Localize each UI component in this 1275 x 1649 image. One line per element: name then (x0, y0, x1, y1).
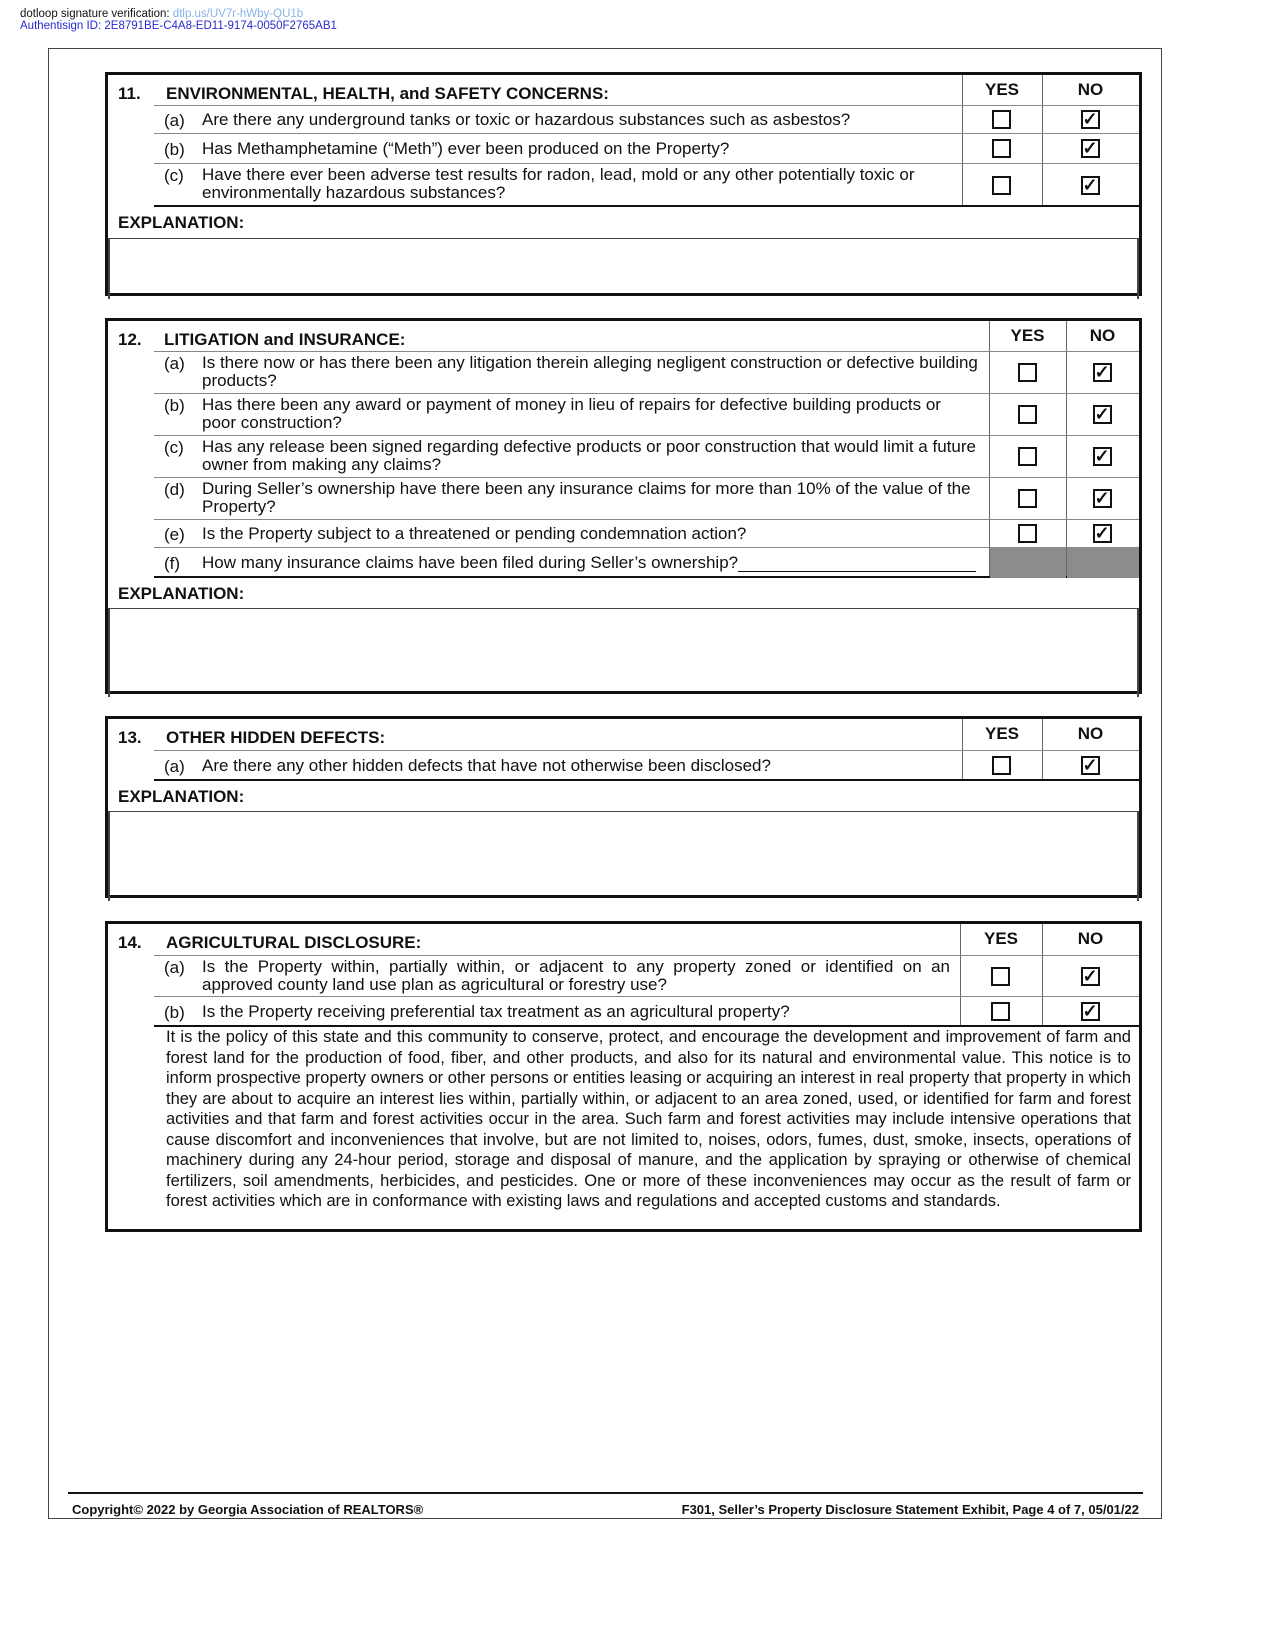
footer-form-info: F301, Seller’s Property Disclosure Statement Exhibit, Page 4 of 7, 05/01/22 (681, 1502, 1139, 1517)
verification-label: dotloop signature verification: (20, 8, 170, 20)
yes-checkbox[interactable] (1018, 489, 1037, 508)
question-text (202, 140, 952, 158)
question-label: (a) (164, 111, 185, 130)
agricultural-notice: It is the policy of this state and this community to conserve, protect, and encourage the development and improvement of farm and forest land for the production of food, fiber, and other products, and also for its natural and environmental value. This notice is to inform prospective property owners or other persons or entities leasing or acquiring an interest in real property that property in which they are about to acquire an interest lies within, partially within, or adjacent to an area zoned, used, or identified for farm and forest activities and that farm and forest activities occur in the area. Such farm and forest activities may include intensive operations that cause discomfort and inconveniences that involve, but are not limited to, noises, odors, fumes, dust, smoke, insects, operations of machinery during any 24-hour period, storage and disposal of manure, and the application by spraying or otherwise of chemical fertilizers, soil amendments, herbicides, and pesticides. One or more of these inconveniences may occur as the result of farm or forest activities which are in conformance with existing laws and regulations and accepted customs and standards. (166, 1028, 1131, 1210)
question-text (202, 1003, 950, 1021)
yes-checkbox[interactable] (992, 756, 1011, 775)
no-header: NO (1089, 326, 1116, 345)
question-text (202, 757, 952, 775)
explanation-field[interactable] (108, 811, 1139, 901)
question-label: (c) (164, 166, 184, 185)
question-text (202, 354, 979, 390)
yes-checkbox[interactable] (992, 139, 1011, 158)
yes-header: YES (984, 724, 1020, 743)
explanation-text (110, 609, 1137, 617)
explanation-text (110, 239, 1137, 247)
question-label: (a) (164, 958, 185, 977)
question-text-content: Is there now or has there been any litigation therein alleging negligent construction or defective building products? (202, 353, 978, 390)
question-label: (c) (164, 438, 184, 457)
section-12 (105, 318, 1142, 694)
disabled-no-cell (1067, 548, 1139, 578)
question-text-content: Is the Property subject to a threatened or pending condemnation action? (202, 524, 747, 543)
no-checkbox[interactable]: ✓ (1094, 362, 1110, 382)
question-label: (a) (164, 757, 185, 776)
question-text (202, 480, 979, 516)
question-text-content: Has any release been signed regarding defective products or poor construction that would limit a future owner from making any claims? (202, 437, 976, 474)
question-text-content: How many insurance claims have been filed during Seller’s ownership? (202, 553, 739, 572)
section-title: AGRICULTURAL DISCLOSURE: (166, 933, 422, 952)
yes-checkbox[interactable] (992, 176, 1011, 195)
explanation-label: EXPLANATION: (118, 584, 245, 603)
section-title: OTHER HIDDEN DEFECTS: (166, 728, 386, 747)
yes-checkbox[interactable] (1018, 447, 1037, 466)
no-header: NO (1077, 929, 1104, 948)
section-title: ENVIRONMENTAL, HEALTH, and SAFETY CONCERNS: (166, 84, 609, 103)
yes-checkbox[interactable] (1018, 405, 1037, 424)
section-number: 11. (118, 84, 141, 103)
question-text (202, 958, 950, 994)
question-label: (e) (164, 525, 185, 544)
yes-checkbox[interactable] (1018, 524, 1037, 543)
question-text (202, 111, 952, 129)
explanation-field[interactable] (108, 238, 1139, 299)
no-checkbox[interactable]: ✓ (1094, 446, 1110, 466)
authentisign-id: Authentisign ID: 2E8791BE-C4A8-ED11-9174-0050F2765AB1 (20, 20, 337, 32)
question-text (202, 554, 979, 572)
question-text-content: Has there been any award or payment of money in lieu of repairs for defective building products or poor construction? (202, 395, 941, 432)
yes-checkbox[interactable] (992, 110, 1011, 129)
no-checkbox[interactable]: ✓ (1082, 109, 1098, 129)
verification-line (20, 8, 303, 20)
no-checkbox[interactable]: ✓ (1094, 523, 1110, 543)
section-11 (105, 72, 1142, 296)
section-13 (105, 716, 1142, 898)
explanation-label: EXPLANATION: (118, 213, 245, 232)
yes-checkbox[interactable] (991, 967, 1010, 986)
question-text-content: During Seller’s ownership have there been any insurance claims for more than 10% of the value of the Property? (202, 479, 971, 516)
section-number: 12. (118, 330, 142, 349)
explanation-text (110, 812, 1137, 820)
section-number: 14. (118, 933, 142, 952)
question-text (202, 525, 979, 543)
yes-checkbox[interactable] (1018, 363, 1037, 382)
section-number: 13. (118, 728, 142, 747)
no-checkbox[interactable]: ✓ (1082, 755, 1098, 775)
question-text-content: Have there ever been adverse test results for radon, lead, mold or any other potentially toxic or environmentally hazardous substances? (202, 165, 915, 202)
yes-checkbox[interactable] (991, 1002, 1010, 1021)
disabled-yes-cell (990, 548, 1066, 578)
question-label: (d) (164, 480, 185, 499)
question-label: (b) (164, 140, 185, 159)
no-checkbox[interactable]: ✓ (1082, 174, 1098, 195)
question-text-content: Is the Property receiving preferential tax treatment as an agricultural property? (202, 1002, 790, 1021)
no-checkbox[interactable]: ✓ (1094, 488, 1110, 508)
no-header: NO (1077, 80, 1104, 99)
answer-blank[interactable] (738, 556, 976, 572)
question-text (202, 396, 979, 432)
question-text-content: Are there any other hidden defects that have not otherwise been disclosed? (202, 756, 771, 775)
yes-header: YES (984, 80, 1020, 99)
question-text (202, 438, 979, 474)
footer-divider (68, 1492, 1143, 1494)
no-header: NO (1077, 724, 1104, 743)
question-text-content: Has Methamphetamine (“Meth”) ever been produced on the Property? (202, 139, 730, 158)
no-checkbox[interactable]: ✓ (1082, 965, 1098, 986)
no-checkbox[interactable]: ✓ (1082, 138, 1098, 158)
question-label: (b) (164, 1003, 185, 1022)
no-checkbox[interactable]: ✓ (1094, 404, 1110, 424)
question-text-content: Is the Property within, partially within, or adjacent to any property zoned or identified on an approved county land use plan as agricultural or forestry use? (202, 957, 950, 994)
explanation-field[interactable] (108, 608, 1139, 697)
question-text-content: Are there any underground tanks or toxic or hazardous substances such as asbestos? (202, 110, 851, 129)
section-title: LITIGATION and INSURANCE: (164, 330, 406, 349)
question-label: (a) (164, 354, 185, 373)
yes-header: YES (1010, 326, 1045, 345)
section-14 (105, 921, 1142, 1232)
yes-header: YES (983, 929, 1019, 948)
question-label: (b) (164, 396, 185, 415)
question-label: (f) (164, 554, 181, 573)
verification-link[interactable]: dtlp.us/UV7r-hWby-QU1b (172, 8, 304, 20)
no-checkbox[interactable]: ✓ (1082, 1001, 1098, 1021)
explanation-label: EXPLANATION: (118, 787, 245, 806)
footer-copyright: Copyright© 2022 by Georgia Association of REALTORS® (72, 1502, 424, 1517)
question-text (202, 166, 952, 202)
